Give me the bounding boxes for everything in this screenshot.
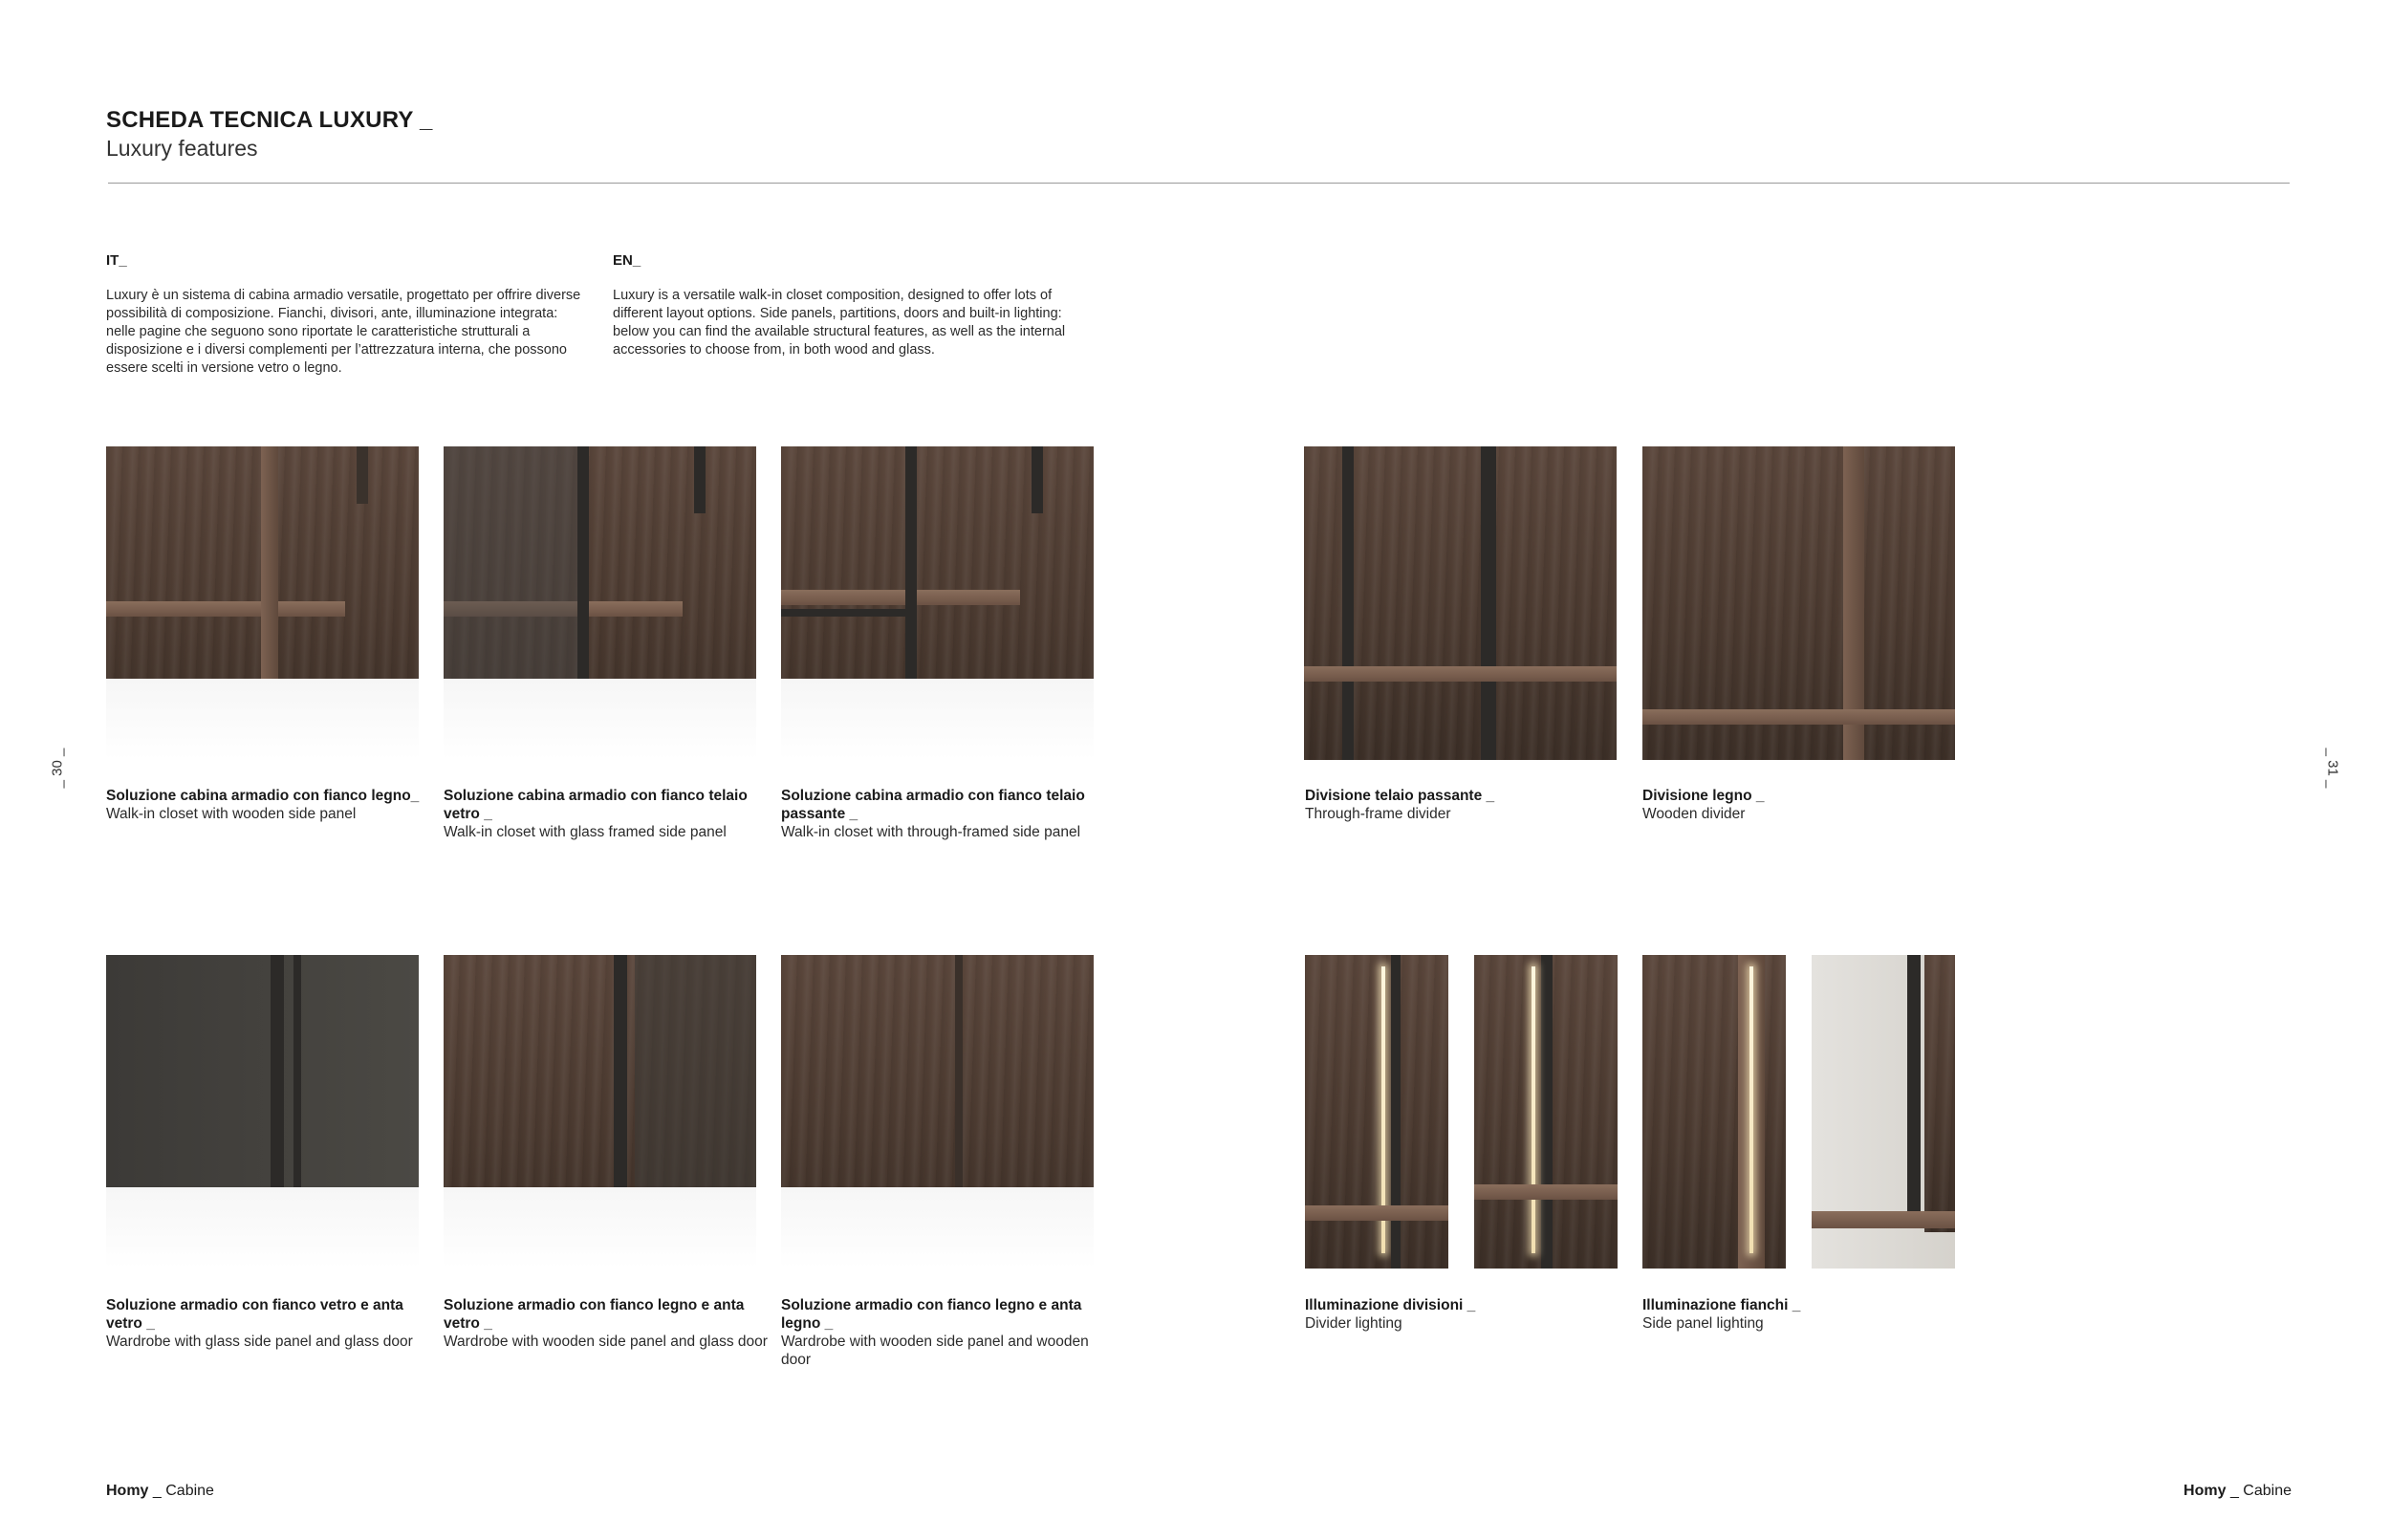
caption-8-en: Wardrobe with wooden side panel and wooden door [781,1334,1089,1368]
product-photo-wooden-divider [1642,446,1955,760]
page-number-left: _ 30 _ [49,748,66,789]
footer-brand-left: Homy [106,1483,149,1499]
caption-9-it: Illuminazione divisioni _ [1305,1297,1476,1313]
footer-brand-right: Homy [2184,1483,2227,1499]
product-photo-divider-lighting-2 [1474,955,1618,1269]
caption-6 [106,1296,431,1351]
product-photo-through-framed-side-panel [781,446,1094,760]
english-intro-text: Luxury is a versatile walk-in closet composition, designed to offer lots of different layout options. Side panels, partitions, doors and built-in lighting: below you can find the available structural features, as well as the internal accessories to choose from, in both wood and glass. [613,288,1066,358]
page-title: SCHEDA TECNICA LUXURY _ [106,107,433,133]
caption-1-en: Walk-in closet with wooden side panel [106,806,357,822]
english-label: EN_ [613,252,641,269]
caption-5 [1642,787,1967,823]
product-photo-side-panel-lighting-1 [1642,955,1786,1269]
caption-4 [1305,787,1630,823]
caption-3-en: Walk-in closet with through-framed side panel [781,824,1081,840]
caption-1-it: Soluzione cabina armadio con fianco legno_ [106,788,420,804]
product-photo-wooden-side-wooden-door [781,955,1094,1269]
caption-3 [781,787,1106,841]
caption-2-it: Soluzione cabina armadio con fianco telaio vetro _ [444,788,748,822]
italian-label: IT_ [106,252,127,269]
caption-10-en: Side panel lighting [1642,1315,1764,1332]
page-number-right: _ 31 _ [2324,748,2341,789]
caption-8 [781,1296,1106,1369]
caption-6-it: Soluzione armadio con fianco vetro e anta vetro _ [106,1297,403,1332]
footer-section-left: _ Cabine [148,1483,214,1499]
caption-8-it: Soluzione armadio con fianco legno e anta legno _ [781,1297,1082,1332]
caption-5-it: Divisione legno _ [1642,788,1765,804]
product-photo-divider-lighting-1 [1305,955,1448,1269]
caption-9-en: Divider lighting [1305,1315,1402,1332]
caption-6-en: Wardrobe with glass side panel and glass door [106,1334,413,1350]
product-photo-glass-side-glass-door [106,955,419,1269]
caption-4-en: Through-frame divider [1305,806,1451,822]
page-subtitle: Luxury features [106,136,258,161]
product-photo-through-frame-divider [1304,446,1617,760]
caption-10-it: Illuminazione fianchi _ [1642,1297,1801,1313]
product-photo-wooden-side-glass-door [444,955,756,1269]
caption-7-en: Wardrobe with wooden side panel and glass door [444,1334,768,1350]
footer-right [2184,1483,2292,1500]
footer-left [106,1483,214,1500]
caption-7-it: Soluzione armadio con fianco legno e anta vetro _ [444,1297,745,1332]
caption-2-en: Walk-in closet with glass framed side panel [444,824,727,840]
caption-9 [1305,1296,1630,1333]
caption-3-it: Soluzione cabina armadio con fianco telaio passante _ [781,788,1085,822]
italian-intro-text: Luxury è un sistema di cabina armadio versatile, progettato per offrire diverse possibilità di composizione. Fianchi, divisori, ante, illuminazione integrata: nelle pagine che seguono sono riportate le caratteristiche strutturali a disposizione e i diversi complementi per l’attrezzatura interna, che possono essere scelti in versione vetro o legno. [106,288,581,376]
caption-4-it: Divisione telaio passante _ [1305,788,1495,804]
caption-2 [444,787,769,841]
caption-7 [444,1296,769,1351]
product-photo-glass-framed-side-panel [444,446,756,760]
footer-section-right: _ Cabine [2226,1483,2292,1499]
caption-5-en: Wooden divider [1642,806,1746,822]
product-photo-side-panel-lighting-2 [1812,955,1955,1269]
caption-1 [106,787,431,823]
header-divider [108,183,2290,184]
product-photo-wooden-side-panel [106,446,419,760]
caption-10 [1642,1296,1967,1333]
